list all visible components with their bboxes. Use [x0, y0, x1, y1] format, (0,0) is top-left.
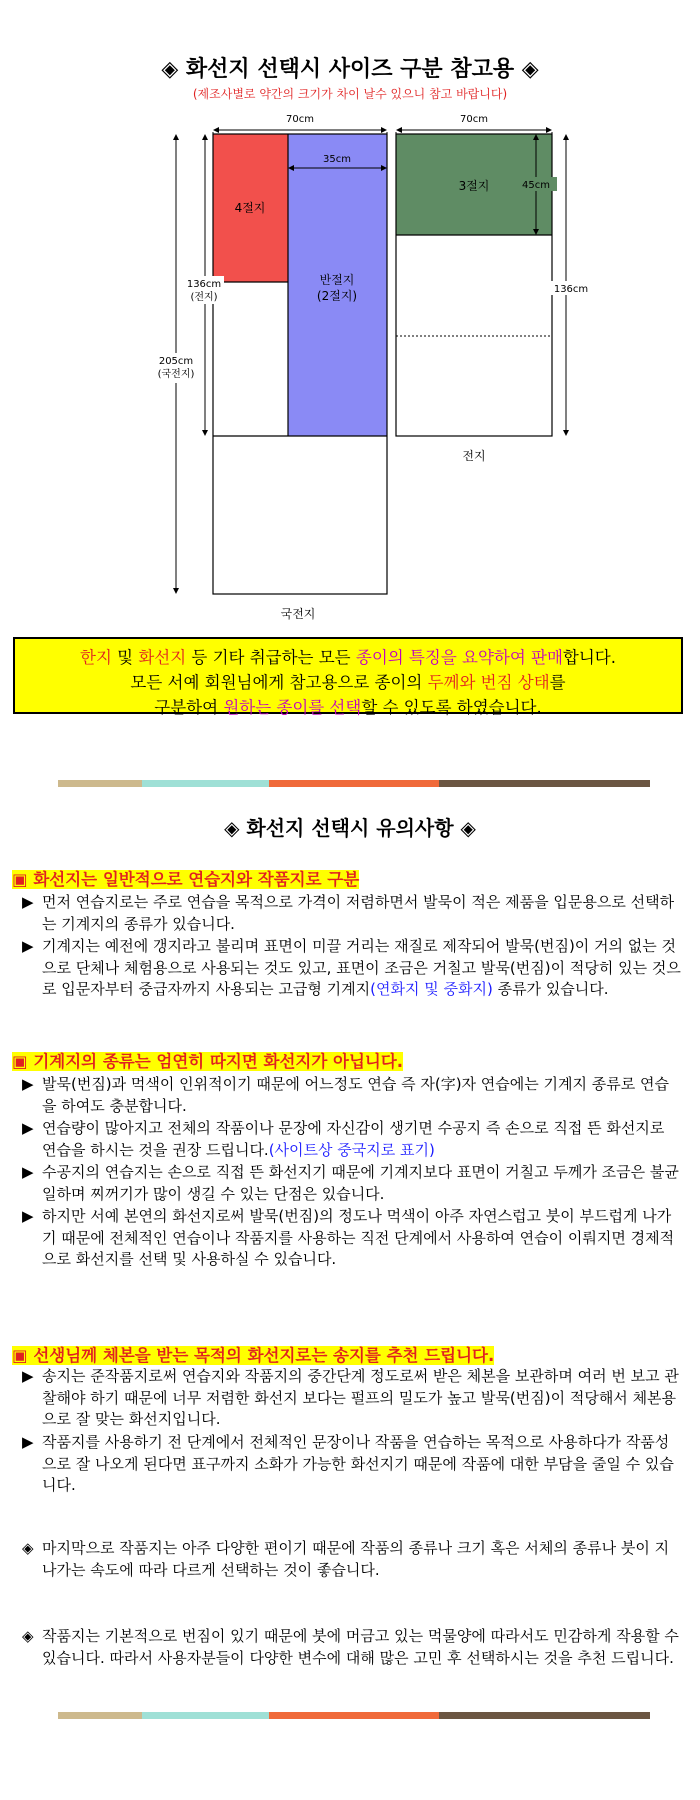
section-2-heading-text: ▣ 기계지의 종류는 엄연히 따지면 화선지가 아닙니다.: [12, 1052, 404, 1071]
bullet-arrow-icon: ▶: [22, 893, 34, 911]
section-2-heading: [12, 1048, 403, 1072]
callout-text-4: 를: [549, 673, 566, 692]
half-width-label: 35cm: [323, 154, 351, 165]
divider-seg-4: [439, 1712, 650, 1719]
height-label-205-1: 205cm: [158, 356, 194, 367]
bullet-text: 송지는 준작품지로써 연습지와 작품지의 중간단계 정도로써 받은 체본을 보관하며 여러 번 보고 관찰해야 하기 때문에 너무 저렴한 화선지 보다는 펄프의 밀도가 높고 발묵(번짐)이 적당해서 체본용으로 잘 맞는 화선지입니다.: [42, 1367, 679, 1428]
section-3-heading: [12, 1342, 494, 1366]
height-label-136-1: 136cm: [186, 279, 222, 290]
section-2-bullet-2: [22, 1118, 692, 1161]
height-label-136-2: (전지): [190, 292, 218, 303]
callout-text-1: 등 기타 취급하는 모든: [186, 648, 356, 667]
height-label-136-right: 136cm: [553, 284, 589, 295]
bullet-text: 수공지의 연습지는 손으로 직접 뜬 화선지기 때문에 기계지보다 표면이 거칠고 두께가 조금은 불균일하며 찌꺼기가 많이 생길 수 있는 단점은 있습니다.: [42, 1163, 679, 1203]
section-3-bullet-1: [22, 1366, 692, 1431]
callout-text-3: 모든 서예 회원님에게 참고용으로 종이의: [130, 673, 428, 692]
sheet-half-label-2: (2절지): [316, 289, 358, 303]
bullet-arrow-icon: ▶: [22, 1163, 34, 1181]
divider-seg-4: [439, 780, 650, 787]
bullet-arrow-icon: ▶: [22, 1075, 34, 1093]
note-2: [22, 1626, 692, 1669]
bullet-arrow-icon: ▶: [22, 937, 34, 955]
bullet-text: [42, 1118, 682, 1161]
divider-seg-1: [58, 1712, 142, 1719]
callout-text-5: 구분하여: [154, 698, 224, 717]
callout-line-3: [15, 695, 681, 720]
divider-bottom: [58, 1712, 650, 1719]
bullet-text-blue: (연화지 및 중화지): [370, 980, 493, 998]
sheet-half-label-1: 반절지: [319, 273, 355, 287]
bullet-text-tail: 종류가 있습니다.: [492, 980, 609, 998]
callout-and: 및: [111, 648, 139, 667]
bullet-text: 작품지를 사용하기 전 단계에서 전체적인 문장이나 작품을 연습하는 목적으로 사용하다가 작품성으로 잘 나오게 된다면 표구까지 소화가 가능한 화선지기 때문에 작품에 대한 부담을 줄일 수 있습니다.: [42, 1433, 674, 1494]
callout-highlight-2: 두께와 번짐 상태: [427, 673, 550, 692]
callout-line-2: [15, 670, 681, 695]
section-3-bullet-2: [22, 1432, 692, 1497]
callout-hanji: 한지: [80, 648, 112, 667]
width-label-left: 70cm: [286, 114, 314, 125]
bullet-arrow-icon: ▶: [22, 1433, 34, 1451]
jeonji-label: 전지: [462, 449, 486, 463]
section-1-bullet-2: [22, 936, 692, 1001]
size-diagram: [0, 108, 700, 628]
gukjeonji-label: 국전지: [280, 607, 316, 621]
height-label-45: 45cm: [522, 180, 550, 191]
section-1-heading: [12, 866, 359, 890]
callout-text-6: 할 수 있도록 하였습니다.: [361, 698, 542, 717]
note-2-text: 작품지는 기본적으로 번짐이 있기 때문에 붓에 머금고 있는 먹물양에 따라서도 민감하게 작용할 수 있습니다. 따라서 사용자분들이 다양한 변수에 대해 많은 고민 후 선택하시는 것을 추천 드립니다.: [42, 1627, 679, 1667]
callout-text-2: 합니다.: [562, 648, 616, 667]
page-subtitle: (제조사별로 약간의 크기가 차이 날수 있으니 참고 바랍니다): [192, 87, 508, 101]
section-title: ◈ 화선지 선택시 유의사항 ◈: [224, 816, 476, 840]
divider-seg-3: [269, 780, 439, 787]
callout-hwaseonji: 화선지: [138, 648, 187, 667]
page-title: ◈ 화선지 선택시 사이즈 구분 참고용 ◈: [161, 57, 539, 82]
bullet-text: 하지만 서예 본연의 화선지로써 발묵(번짐)의 정도나 먹색이 아주 자연스럽고 붓이 부드럽게 나가기 때문에 전체적인 연습이나 작품지를 사용하는 직전 단계에서 사용하여 연습이 이뤄지면 경제적으로 화선지를 선택 및 사용하실 수 있습니다.: [42, 1207, 675, 1268]
bullet-arrow-icon: ▶: [22, 1119, 34, 1137]
intro-callout: [13, 637, 683, 717]
note-1-text: 마지막으로 작품지는 아주 다양한 편이기 때문에 작품의 종류나 크기 혹은 서체의 종류나 붓이 지나가는 속도에 따라 다르게 선택하는 것이 좋습니다.: [42, 1539, 670, 1579]
bullet-text-main: 기계지는 예전에 갱지라고 불리며 표면이 미끌 거리는 재질로 제작되어 발묵(번짐)이 거의 없는 것으로 단체나 체험용으로 사용되는 것도 있고, 표면이 조금은 거칠고 발묵(번짐)이 적당히 있는 것으로 입문자부터 중급자까지 사용되는 고급형 기계지: [42, 937, 681, 998]
note-diamond-icon: ◈: [22, 1627, 34, 1645]
divider-seg-3: [269, 1712, 439, 1719]
section-2-bullet-1: [22, 1074, 692, 1117]
bullet-arrow-icon: ▶: [22, 1367, 34, 1385]
divider-seg-2: [142, 1712, 269, 1719]
callout-highlight-3: 원하는 종이를 선택: [223, 698, 362, 717]
section-1-heading-text: ▣ 화선지는 일반적으로 연습지와 작품지로 구분: [12, 870, 360, 889]
bullet-text: [42, 936, 682, 1001]
note-diamond-icon: ◈: [22, 1539, 34, 1557]
bullet-text-main: 연습량이 많아지고 전체의 작품이나 문장에 자신감이 생기면 수공지 즉 손으로 직접 뜬 화선지로 연습을 하시는 것을 권장 드립니다.: [42, 1119, 665, 1159]
bullet-arrow-icon: ▶: [22, 1207, 34, 1225]
section-3-heading-text: ▣ 선생님께 체본을 받는 목적의 화선지로는 송지를 추천 드립니다.: [12, 1346, 495, 1365]
bullet-text-blue: (사이트상 중국지로 표기): [268, 1140, 435, 1159]
section-1-bullet-1: [22, 892, 692, 935]
sheet-3-label: 3절지: [458, 179, 490, 193]
section-2-bullet-3: [22, 1162, 692, 1205]
divider-seg-1: [58, 780, 142, 787]
bullet-text: 먼저 연습지로는 주로 연습을 목적으로 가격이 저렴하면서 발묵이 적은 제품을 입문용으로 선택하는 기계지의 종류가 있습니다.: [42, 893, 675, 933]
divider-seg-2: [142, 780, 269, 787]
bullet-text: 발묵(번짐)과 먹색이 인위적이기 때문에 어느정도 연습 즉 자(字)자 연습에는 기계지 종류로 연습을 하여도 충분합니다.: [42, 1075, 669, 1115]
section-2-bullet-4: [22, 1206, 692, 1271]
width-label-right: 70cm: [460, 114, 488, 125]
divider-top: [58, 780, 650, 787]
sheet-4-label: 4절지: [234, 201, 266, 215]
height-label-205-2: (국전지): [157, 369, 195, 380]
callout-highlight-1: 종이의 특징을 요약하여 판매: [355, 648, 563, 667]
note-1: [22, 1538, 692, 1581]
callout-line-1: [15, 645, 681, 670]
